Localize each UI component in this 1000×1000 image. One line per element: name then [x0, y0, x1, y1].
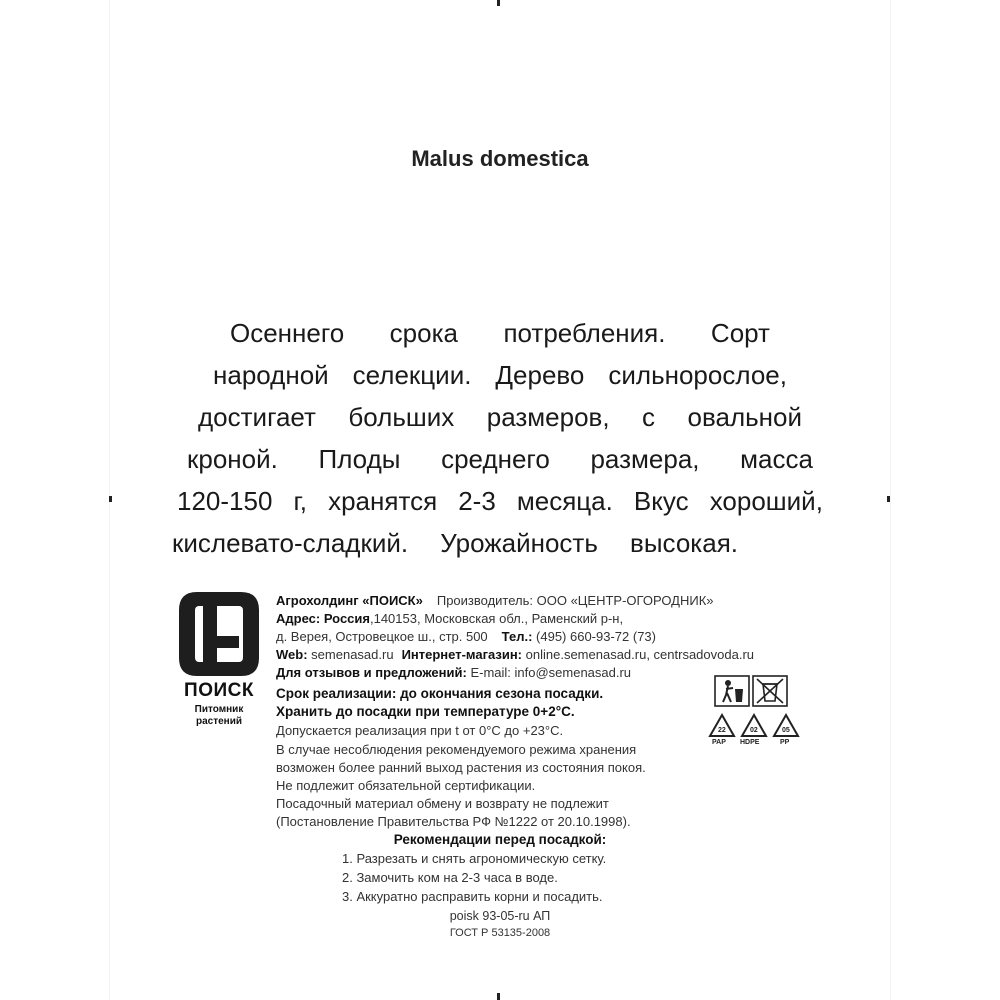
- shop-links: online.semenasad.ru, centrsadovoda.ru: [525, 647, 755, 662]
- storage-temperature: Хранить до посадки при температуре 0+2°С.: [276, 704, 575, 719]
- recycle-pp-icon: [772, 713, 800, 739]
- no-bin-icon: [752, 675, 788, 707]
- info-line: Не подлежит обязательной сертификации.: [276, 778, 536, 793]
- info-line: Допускается реализация при t от 0°С до +23°С.: [276, 723, 564, 738]
- address-row: Адрес: Россия,140153, Московская обл., Раменский р-н,: [276, 611, 624, 626]
- feedback-row: Для отзывов и предложений: E-mail: info@semenasad.ru: [276, 665, 632, 680]
- recommendation-item: 1. Разрезать и снять агрономическую сетку.: [342, 851, 607, 866]
- producer-name: Производитель: ООО «ЦЕНТР-ОГОРОДНИК»: [436, 593, 714, 608]
- address-row-2: д. Верея, Островецкое ш., стр. 500 Тел.: (495) 660-93-72 (73): [276, 629, 656, 644]
- poisk-logo-mark-icon: [175, 588, 263, 680]
- company-row: [276, 592, 714, 610]
- description-line: кроной. Плоды среднего размера, масса: [187, 444, 813, 474]
- company-name: Агрохолдинг «ПОИСК»: [276, 593, 423, 608]
- recommendation-item: 3. Аккуратно расправить корни и посадить.: [342, 889, 603, 904]
- recommendations-title: Рекомендации перед посадкой:: [393, 832, 607, 847]
- feedback-email: E-mail: info@semenasad.ru: [470, 665, 632, 680]
- info-line: возможен более ранний выход растения из состояния покоя.: [276, 760, 646, 775]
- info-line: (Постановление Правительства РФ №1222 от 20.10.1998).: [276, 814, 631, 829]
- web-row: Web: semenasad.ru Интернет-магазин: online.semenasad.ru, centrsadovoda.ru: [276, 647, 755, 662]
- description-line: народной селекции. Дерево сильнорослое,: [213, 360, 787, 390]
- description-line: достигает больших размеров, с овальной: [198, 402, 802, 432]
- gost-code: ГОСТ Р 53135-2008: [449, 927, 551, 939]
- top-crop-mark: [497, 0, 500, 6]
- description-line: 120-150 г, хранятся 2-3 месяца. Вкус хороший,: [177, 486, 823, 516]
- bottom-crop-mark: [497, 993, 500, 1000]
- phone-number: (495) 660-93-72 (73): [536, 629, 656, 644]
- info-line: Посадочный материал обмену и возврату не подлежит: [276, 796, 609, 811]
- logo-wordmark: ПОИСК: [184, 680, 254, 701]
- info-line: В случае несоблюдения рекомендуемого режима хранения: [276, 742, 637, 757]
- tidyman-icon: [714, 675, 750, 707]
- article-code: poisk 93-05-ru АП: [449, 909, 551, 923]
- description-line: кислевато-сладкий. Урожайность высокая.: [172, 528, 738, 558]
- logo-subtitle: Питомник растений: [194, 704, 244, 727]
- left-crop-mark: [109, 496, 112, 502]
- recycle-pap-icon: [708, 713, 736, 739]
- recycle-hdpe-icon: [740, 713, 768, 739]
- website-link: semenasad.ru: [311, 647, 394, 662]
- description-line: Осеннего срока потребления. Сорт: [230, 318, 770, 348]
- sale-term: Срок реализации: до окончания сезона посадки.: [276, 686, 604, 701]
- species-name: Malus domestica: [411, 146, 589, 171]
- recommendation-item: 2. Замочить ком на 2-3 часа в воде.: [342, 870, 558, 885]
- right-crop-mark: [887, 496, 890, 502]
